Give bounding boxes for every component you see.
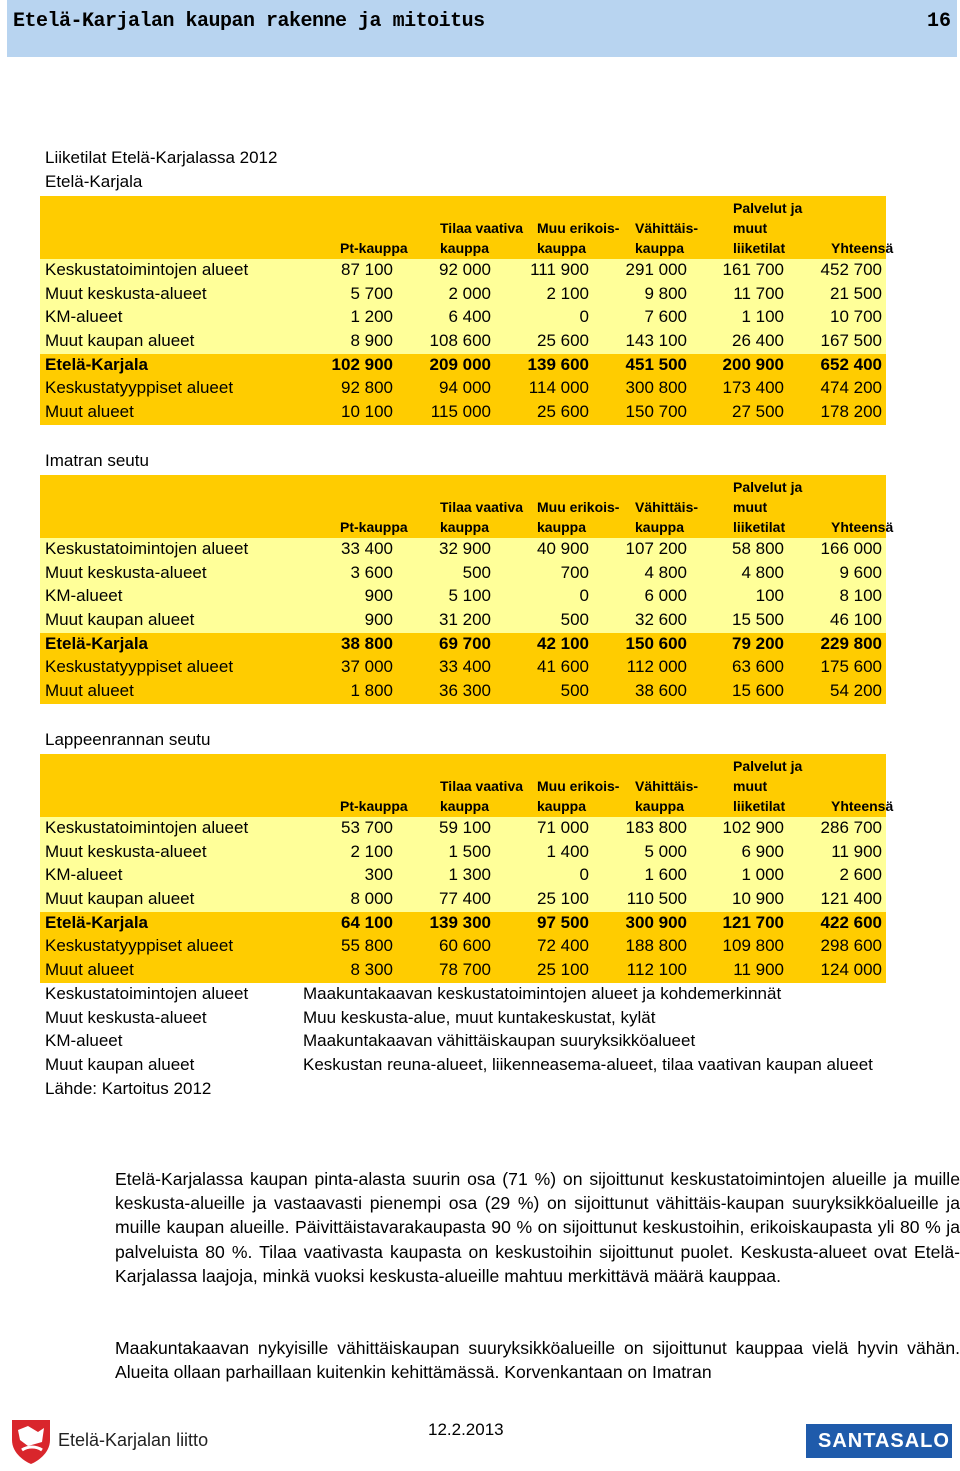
cell-c5: 1 100 xyxy=(741,307,784,327)
cell-c1: 300 xyxy=(364,865,393,885)
cell-c1: 5 700 xyxy=(350,283,393,303)
cell-c1: 102 900 xyxy=(331,354,393,374)
cell-c5: 15 600 xyxy=(732,681,784,701)
cell-c1: 8 000 xyxy=(350,889,393,909)
table-row xyxy=(40,538,886,562)
row-label: Etelä-Karjala xyxy=(45,912,148,932)
cell-c6: 11 900 xyxy=(831,841,882,861)
cell-c1: 900 xyxy=(364,586,393,606)
cell-c4: 188 800 xyxy=(625,936,687,956)
cell-c4: 6 000 xyxy=(644,586,687,606)
table-row xyxy=(40,864,886,888)
cell-c4: 107 200 xyxy=(625,539,687,558)
table-row xyxy=(40,354,886,378)
cell-c4: 143 100 xyxy=(625,331,687,351)
row-label: Muut kaupan alueet xyxy=(45,610,195,630)
paragraph-2: Maakuntakaavan nykyisille vähittäiskaupan suuryksikköalueille on sijoittunut kauppaa vielä hyvin vähän. Alueita ollaan parhaillaan kuitenkin kehittämässä. Korvenkantaan on Imatran xyxy=(115,1338,960,1383)
cell-c6: 178 200 xyxy=(820,402,882,422)
legend-definition: Maakuntakaavan vähittäiskaupan suuryksikköalueet xyxy=(303,1031,696,1051)
row-label: Keskustatoimintojen alueet xyxy=(45,260,249,279)
cell-c3: 25 100 xyxy=(537,889,589,909)
cell-c4: 150 600 xyxy=(625,633,687,653)
coat-of-arms-icon xyxy=(8,1416,58,1466)
cell-c3: 41 600 xyxy=(537,657,589,677)
cell-c6: 166 000 xyxy=(820,539,882,558)
document-title: Etelä-Karjalan kaupan rakenne ja mitoitus xyxy=(13,10,485,33)
cell-c6: 21 500 xyxy=(830,283,882,303)
cell-c5: 109 800 xyxy=(722,936,784,956)
row-label: Keskustatyyppiset alueet xyxy=(45,378,234,398)
column-header-c6: Yhteensä xyxy=(831,798,894,814)
column-header-c6: Yhteensä xyxy=(831,240,894,256)
table-imatran-seutu xyxy=(40,475,894,704)
cell-c3: 25 600 xyxy=(537,331,589,351)
table-row xyxy=(40,959,886,983)
row-label: Muut alueet xyxy=(45,402,134,422)
page-header xyxy=(7,0,957,57)
column-header-c5: liiketilat xyxy=(733,798,786,814)
column-header-c2: kauppa xyxy=(440,798,490,814)
cell-c2: 78 700 xyxy=(439,960,491,980)
table-3-caption: Lappeenrannan seutu xyxy=(45,730,211,749)
cell-c6: 2 600 xyxy=(839,865,882,885)
legend-definition: Keskustan reuna-alueet, liikenneasema-alueet, tilaa vaativan kaupan alueet xyxy=(303,1055,873,1075)
cell-c5: 58 800 xyxy=(732,539,784,558)
table-row xyxy=(40,609,886,633)
cell-c2: 32 900 xyxy=(439,539,491,558)
column-header-c1: Pt-kauppa xyxy=(340,519,408,535)
column-header-c4: Vähittäis- xyxy=(635,778,699,794)
row-label: Keskustatoimintojen alueet xyxy=(45,818,249,837)
cell-c3: 2 100 xyxy=(546,283,589,303)
cell-c1: 53 700 xyxy=(341,818,393,837)
table-row xyxy=(40,259,886,283)
column-header-c3: Muu erikois- xyxy=(537,499,620,515)
cell-c3: 114 000 xyxy=(528,378,589,398)
table-header xyxy=(40,196,894,259)
column-header-c4: kauppa xyxy=(635,798,685,814)
column-header-c5: muut xyxy=(733,778,768,794)
row-label: Etelä-Karjala xyxy=(45,633,148,653)
left-logo-text: Etelä-Karjalan liitto xyxy=(58,1430,209,1450)
table-row xyxy=(40,377,886,401)
table-lappeenrannan-seutu xyxy=(40,754,894,983)
cell-c5: 102 900 xyxy=(722,818,784,837)
row-label: Muut keskusta-alueet xyxy=(45,283,207,303)
row-label: Muut alueet xyxy=(45,960,134,980)
column-header-c4: Vähittäis- xyxy=(635,220,699,236)
column-header-c6: Yhteensä xyxy=(831,519,894,535)
cell-c4: 451 500 xyxy=(625,354,687,374)
column-header-c3: kauppa xyxy=(537,240,587,256)
table-row xyxy=(40,912,886,936)
column-header-c2: Tilaa vaativa xyxy=(440,499,524,515)
table-row xyxy=(40,306,886,330)
cell-c3: 25 100 xyxy=(537,960,589,980)
column-header-c5: Palvelut ja xyxy=(733,758,803,774)
cell-c4: 291 000 xyxy=(625,260,687,279)
cell-c2: 1 300 xyxy=(448,865,491,885)
cell-c2: 36 300 xyxy=(439,681,491,701)
table-row xyxy=(40,817,886,841)
table-row xyxy=(40,888,886,912)
table-row xyxy=(40,562,886,586)
table-row xyxy=(40,656,886,680)
cell-c2: 92 000 xyxy=(439,260,491,279)
cell-c6: 452 700 xyxy=(820,260,882,279)
cell-c6: 46 100 xyxy=(830,610,882,630)
table-main-title: Liiketilat Etelä-Karjalassa 2012 xyxy=(45,148,278,167)
row-label: Muut alueet xyxy=(45,681,134,701)
cell-c5: 6 900 xyxy=(741,841,784,861)
cell-c4: 183 800 xyxy=(625,818,687,837)
column-header-c2: Tilaa vaativa xyxy=(440,220,524,236)
cell-c5: 63 600 xyxy=(732,657,784,677)
cell-c2: 69 700 xyxy=(439,633,491,653)
cell-c1: 1 200 xyxy=(350,307,393,327)
column-header-c1: Pt-kauppa xyxy=(340,240,408,256)
cell-c5: 100 xyxy=(755,586,784,606)
cell-c2: 2 000 xyxy=(448,283,491,303)
paragraph-1: Etelä-Karjalassa kaupan pinta-alasta suurin osa (71 %) on sijoittunut keskustatoimintojen alueille ja muille keskusta-alueille ja vastaavasti pienempi osa (29 %) on sijoittunut vähittäis-kaupan suuryksikköalueille ja muille kaupan alueille. Päivittäistavarakaupasta 90 % on sijoittunut keskustoihin, erikoiskaupasta yli 80 % ja palveluista 80 %. Tilaa vaativasta kaupasta on keskustoihin sijoittunut puolet. Keskusta-alueet ovat Etelä-Karjalassa laajoja, minkä vuoksi keskusta-alueille mahtuu merkittävä määrä kauppaa. xyxy=(115,1169,960,1286)
cell-c1: 55 800 xyxy=(341,936,393,956)
cell-c4: 38 600 xyxy=(635,681,687,701)
cell-c1: 8 900 xyxy=(350,331,393,351)
cell-c2: 77 400 xyxy=(439,889,491,909)
cell-c3: 500 xyxy=(560,610,589,630)
table-row xyxy=(40,633,886,657)
row-label: Etelä-Karjala xyxy=(45,354,148,374)
column-header-c4: kauppa xyxy=(635,519,685,535)
right-logo-text: SANTASALO xyxy=(818,1430,950,1452)
cell-c3: 97 500 xyxy=(537,912,589,932)
cell-c5: 173 400 xyxy=(722,378,784,398)
cell-c1: 64 100 xyxy=(341,912,393,932)
cell-c5: 26 400 xyxy=(732,331,784,351)
column-header-c5: muut xyxy=(733,499,768,515)
cell-c2: 108 600 xyxy=(429,331,491,351)
column-header-c5: muut xyxy=(733,220,768,236)
legend-term: Muut kaupan alueet xyxy=(45,1055,195,1075)
column-header-c2: kauppa xyxy=(440,240,490,256)
legend-term: Keskustatoimintojen alueet xyxy=(45,984,249,1003)
column-header-c2: Tilaa vaativa xyxy=(440,778,524,794)
cell-c2: 94 000 xyxy=(439,378,491,398)
cell-c2: 60 600 xyxy=(439,936,491,956)
legend-definition: Maakuntakaavan keskustatoimintojen alueet ja kohdemerkinnät xyxy=(303,984,782,1003)
cell-c5: 161 700 xyxy=(722,260,784,279)
cell-c1: 1 800 xyxy=(350,681,393,701)
santasalo-logo xyxy=(806,1424,952,1458)
legend-definition: Muu keskusta-alue, muut kuntakeskustat, kylät xyxy=(303,1007,656,1027)
cell-c1: 3 600 xyxy=(350,562,393,582)
cell-c4: 150 700 xyxy=(625,402,687,422)
cell-c6: 8 100 xyxy=(839,586,882,606)
cell-c2: 139 300 xyxy=(429,912,491,932)
table-row xyxy=(40,935,886,959)
column-header-c4: kauppa xyxy=(635,240,685,256)
footer-date: 12.2.2013 xyxy=(428,1420,504,1439)
column-header-c3: Muu erikois- xyxy=(537,220,620,236)
cell-c2: 5 100 xyxy=(448,586,491,606)
cell-c5: 10 900 xyxy=(732,889,784,909)
cell-c2: 31 200 xyxy=(439,610,491,630)
column-header-c5: Palvelut ja xyxy=(733,479,803,495)
column-header-c5: liiketilat xyxy=(733,519,786,535)
column-header-c1: Pt-kauppa xyxy=(340,798,408,814)
column-header-c2: kauppa xyxy=(440,519,490,535)
row-label: Keskustatoimintojen alueet xyxy=(45,539,249,558)
cell-c4: 300 800 xyxy=(625,378,687,398)
table-row xyxy=(40,680,886,704)
row-label: KM-alueet xyxy=(45,307,123,327)
table-header xyxy=(40,475,894,538)
cell-c6: 175 600 xyxy=(820,657,882,677)
cell-c6: 121 400 xyxy=(820,889,882,909)
cell-c6: 229 800 xyxy=(820,633,882,653)
row-label: KM-alueet xyxy=(45,586,123,606)
cell-c5: 121 700 xyxy=(722,912,784,932)
cell-c5: 79 200 xyxy=(732,633,784,653)
table-row xyxy=(40,283,886,307)
cell-c4: 5 000 xyxy=(644,841,687,861)
cell-c3: 111 900 xyxy=(530,260,589,279)
cell-c5: 4 800 xyxy=(741,562,784,582)
cell-c6: 298 600 xyxy=(820,936,882,956)
cell-c4: 112 100 xyxy=(626,960,687,980)
table-etela-karjala xyxy=(40,196,894,425)
cell-c5: 27 500 xyxy=(732,402,784,422)
cell-c6: 9 600 xyxy=(839,562,882,582)
cell-c3: 139 600 xyxy=(527,354,589,374)
cell-c3: 0 xyxy=(579,865,589,885)
cell-c2: 500 xyxy=(462,562,491,582)
cell-c5: 1 000 xyxy=(741,865,784,885)
cell-c4: 112 000 xyxy=(626,657,687,677)
etela-karjalan-liitto-logo xyxy=(8,1416,228,1466)
table-row xyxy=(40,401,886,425)
column-header-c5: liiketilat xyxy=(733,240,786,256)
cell-c3: 42 100 xyxy=(537,633,589,653)
cell-c1: 92 800 xyxy=(341,378,393,398)
legend-term: Lähde: Kartoitus 2012 xyxy=(45,1078,212,1098)
table-header xyxy=(40,754,894,817)
cell-c3: 71 000 xyxy=(537,818,589,837)
cell-c1: 87 100 xyxy=(341,260,393,279)
legend-term: Muut keskusta-alueet xyxy=(45,1007,207,1027)
cell-c1: 37 000 xyxy=(341,657,393,677)
page-number: 16 xyxy=(926,10,951,33)
cell-c1: 900 xyxy=(364,610,393,630)
cell-c4: 300 900 xyxy=(625,912,687,932)
cell-c3: 0 xyxy=(579,307,589,327)
cell-c4: 110 500 xyxy=(626,889,687,909)
cell-c6: 652 400 xyxy=(820,354,882,374)
table-row xyxy=(40,841,886,865)
cell-c3: 72 400 xyxy=(537,936,589,956)
column-header-c3: kauppa xyxy=(537,519,587,535)
row-label: Muut kaupan alueet xyxy=(45,331,195,351)
cell-c1: 10 100 xyxy=(341,402,393,422)
cell-c4: 7 600 xyxy=(644,307,687,327)
cell-c6: 54 200 xyxy=(830,681,882,701)
row-label: Muut keskusta-alueet xyxy=(45,841,207,861)
cell-c2: 115 000 xyxy=(430,402,491,422)
cell-c6: 124 000 xyxy=(820,960,882,980)
cell-c2: 6 400 xyxy=(448,307,491,327)
cell-c3: 500 xyxy=(560,681,589,701)
cell-c1: 8 300 xyxy=(350,960,393,980)
cell-c6: 167 500 xyxy=(820,331,882,351)
table-1-caption: Etelä-Karjala xyxy=(45,172,143,191)
cell-c2: 33 400 xyxy=(439,657,491,677)
cell-c3: 1 400 xyxy=(546,841,589,861)
cell-c4: 9 800 xyxy=(644,283,687,303)
table-row xyxy=(40,585,886,609)
row-label: KM-alueet xyxy=(45,865,123,885)
cell-c1: 33 400 xyxy=(341,539,393,558)
cell-c5: 15 500 xyxy=(732,610,784,630)
cell-c4: 32 600 xyxy=(635,610,687,630)
cell-c4: 1 600 xyxy=(644,865,687,885)
row-label: Keskustatyyppiset alueet xyxy=(45,936,234,956)
cell-c2: 59 100 xyxy=(439,818,491,837)
cell-c4: 4 800 xyxy=(644,562,687,582)
cell-c6: 286 700 xyxy=(820,818,882,837)
cell-c3: 40 900 xyxy=(537,539,589,558)
table-row xyxy=(40,330,886,354)
cell-c3: 700 xyxy=(560,562,589,582)
column-header-c3: Muu erikois- xyxy=(537,778,620,794)
cell-c2: 209 000 xyxy=(429,354,491,374)
cell-c1: 2 100 xyxy=(350,841,393,861)
cell-c1: 38 800 xyxy=(341,633,393,653)
cell-c5: 200 900 xyxy=(722,354,784,374)
cell-c3: 25 600 xyxy=(537,402,589,422)
column-header-c4: Vähittäis- xyxy=(635,499,699,515)
row-label: Keskustatyyppiset alueet xyxy=(45,657,234,677)
cell-c5: 11 700 xyxy=(733,283,784,303)
table-2-caption: Imatran seutu xyxy=(45,451,149,470)
column-header-c5: Palvelut ja xyxy=(733,200,803,216)
row-label: Muut keskusta-alueet xyxy=(45,562,207,582)
cell-c6: 10 700 xyxy=(830,307,882,327)
row-label: Muut kaupan alueet xyxy=(45,889,195,909)
legend-term: KM-alueet xyxy=(45,1031,123,1051)
column-header-c3: kauppa xyxy=(537,798,587,814)
cell-c3: 0 xyxy=(579,586,589,606)
cell-c6: 422 600 xyxy=(820,912,882,932)
cell-c5: 11 900 xyxy=(733,960,784,980)
cell-c2: 1 500 xyxy=(448,841,491,861)
cell-c6: 474 200 xyxy=(820,378,882,398)
